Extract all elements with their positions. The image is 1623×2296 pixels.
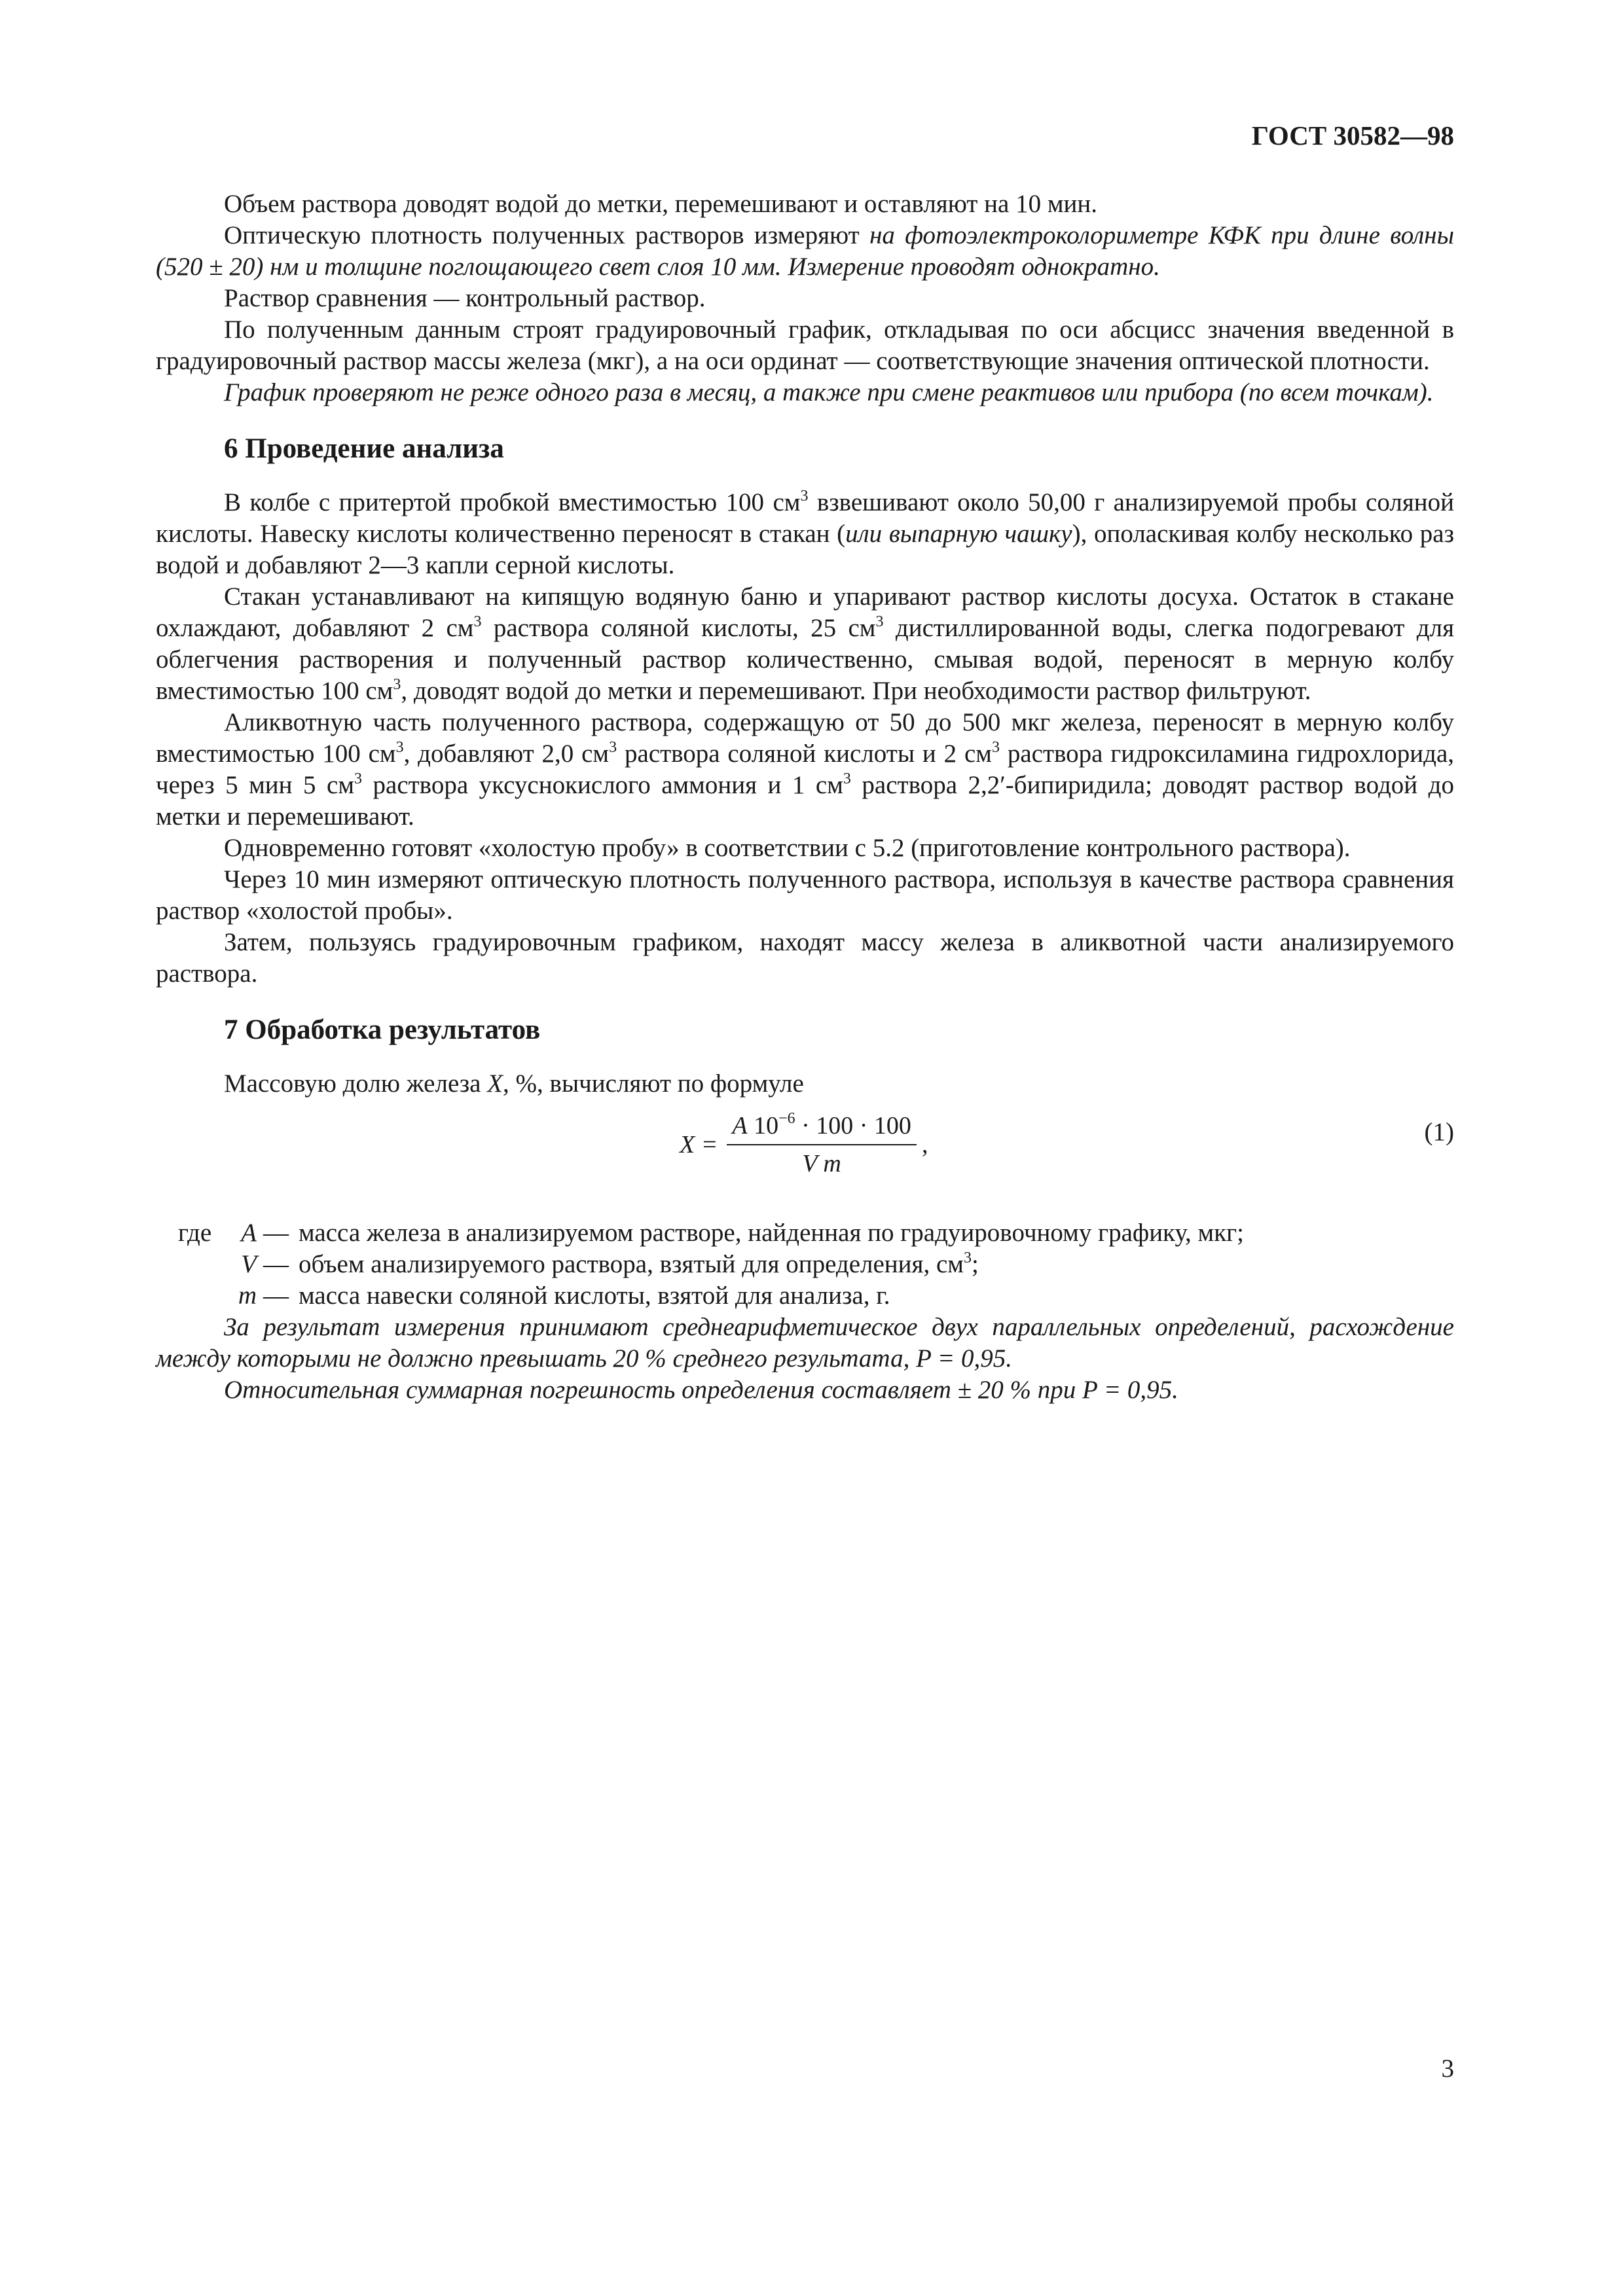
text-run: Оптическую плотность полученных растворов измеряют (224, 221, 870, 249)
paragraph: Относительная суммарная погрешность определения составляет ± 20 % при P = 0,95. (224, 1376, 1178, 1404)
text-run: , %, вычисляют по формуле (503, 1069, 804, 1098)
formula-text: 10 (747, 1112, 779, 1139)
definition-row (178, 1280, 1244, 1312)
paragraph: Затем, пользуясь градуировочным графиком, находят массу железа в аликвотной части анализируемого раствора. (156, 928, 1454, 988)
formula-tail: , (921, 1131, 928, 1158)
text-run: раствора уксуснокислого аммония и 1 см (362, 771, 843, 799)
document-body (156, 188, 1454, 1406)
superscript: 3 (393, 676, 401, 693)
superscript: 3 (800, 488, 809, 505)
where-word: где (178, 1219, 212, 1247)
paragraph: По полученным данным строят градуировочный график, откладывая по оси абсцисс значения введенной в градуировочный раствор массы железа (мкг), а на оси ординат — соответствующие значения оптической плотности. (156, 315, 1454, 375)
paragraph (156, 1068, 1454, 1100)
page-number: 3 (1441, 2054, 1454, 2083)
italic-text-run: или выпарную чашку (845, 520, 1072, 548)
variable-symbol: X (487, 1069, 503, 1098)
paragraph (156, 707, 1454, 833)
text-run: ), ополаскивая колбу несколько раз водой и добавляют 2—3 капли серной кислоты. (156, 520, 1455, 579)
formula-var: A (732, 1112, 748, 1139)
definition-text (299, 1249, 1244, 1280)
superscript: 3 (609, 739, 617, 756)
definition-text (299, 1280, 1244, 1312)
italic-text-run: на фотоэлектроколориметре КФК при длине волны (520 ± 20) нм и толщине поглощающего свет слоя 10 мм. Измерение проводят однократно. (156, 221, 1454, 281)
formula-denominator: V m (802, 1150, 841, 1177)
paragraph: Через 10 мин измеряют оптическую плотность полученного раствора, используя в качестве раствора сравнения раствор «холостой пробы». (156, 865, 1454, 925)
paragraph: Раствор сравнения — контрольный раствор. (224, 284, 706, 312)
paragraph (156, 581, 1454, 707)
document-header-id: ГОСТ 30582—98 (1251, 120, 1454, 151)
formula (680, 1110, 928, 1179)
text-run: раствора гидроксиламина гидрохлорида, через 5 мин 5 см (156, 740, 1455, 799)
superscript: 3 (843, 770, 851, 787)
formula-number: (1) (1424, 1118, 1454, 1146)
text-run: объем анализируемого раствора, взятый для определения, см (299, 1250, 964, 1278)
text-run: Стакан устанавливают на кипящую водяную баню и упаривают раствор кислоты досуха. Остаток в стакане охлаждают, добавляют 2 см (156, 583, 1454, 642)
variable-definitions (178, 1217, 1244, 1312)
formula-lhs: X = (680, 1131, 718, 1158)
section-title: 7 Обработка результатов (224, 1014, 541, 1045)
text-run: дистиллированной воды, слегка подогревают для облегчения растворения и полученный раствор количественно, смывая водой, переносят в мерную колбу вместимостью 100 см (156, 614, 1455, 705)
text-run: раствора соляной кислоты и 2 см (617, 740, 992, 768)
formula-fraction (727, 1110, 917, 1179)
definition-dash: — (263, 1250, 289, 1278)
text-run: раствора 2,2′-бипиридила; доводят раствор водой до метки и перемешивают. (156, 771, 1455, 831)
text-run: , добавляют 2,0 см (403, 740, 610, 768)
paragraph: Объем раствора доводят водой до метки, перемешивают и оставляют на 10 мин. (224, 190, 1097, 218)
text-run: , доводят водой до метки и перемешивают. При необходимости раствор фильтруют. (401, 677, 1311, 705)
definition-row (178, 1249, 1244, 1280)
paragraph: Одновременно готовят «холостую пробу» в соответствии с 5.2 (приготовление контрольного раствора). (224, 834, 1351, 862)
definition-symbol: m (238, 1282, 257, 1310)
superscript: 3 (991, 739, 1000, 756)
superscript: 3 (875, 613, 884, 630)
superscript: 3 (473, 613, 482, 630)
text-run: Массовую долю железа (224, 1069, 488, 1098)
formula-text: · 100 · 100 (795, 1112, 911, 1139)
paragraph (156, 487, 1454, 581)
superscript: 3 (395, 739, 404, 756)
text-run: взвешивают около 50,00 г анализируемой пробы соляной кислоты. Навеску кислоты количественно переносят в стакан ( (156, 488, 1454, 548)
definition-symbol: A (241, 1219, 257, 1247)
paragraph: За результат измерения принимают среднеарифметическое двух параллельных определений, расхождение между которыми не должно превышать 20 % среднего результата, P = 0,95. (156, 1313, 1454, 1372)
text-run: масса железа в анализируемом растворе, найденная по градуировочному графику, мкг; (299, 1219, 1245, 1247)
definition-text (299, 1217, 1244, 1249)
formula-block (156, 1110, 1454, 1189)
definition-dash: — (263, 1282, 289, 1310)
definition-dash: — (263, 1219, 289, 1247)
section-title: 6 Проведение анализа (224, 433, 504, 464)
paragraph (156, 220, 1454, 283)
superscript: 3 (354, 770, 363, 787)
text-run: ; (971, 1250, 979, 1278)
formula-exponent: −6 (778, 1110, 795, 1127)
text-run: Аликвотную часть полученного раствора, содержащую от 50 до 500 мкг железа, переносят в мерную колбу вместимостью 100 см (156, 708, 1454, 768)
paragraph: График проверяют не реже одного раза в месяц, а также при смене реактивов или прибора (по всем точкам). (224, 378, 1434, 406)
text-run: масса навески соляной кислоты, взятой для анализа, г. (299, 1282, 890, 1310)
text-run: раствора соляной кислоты, 25 см (481, 614, 876, 642)
formula-numerator (727, 1110, 917, 1145)
definition-symbol: V (241, 1250, 257, 1278)
definition-row (178, 1217, 1244, 1249)
text-run: В колбе с притертой пробкой вместимостью 100 см (224, 488, 801, 516)
superscript: 3 (963, 1249, 972, 1266)
